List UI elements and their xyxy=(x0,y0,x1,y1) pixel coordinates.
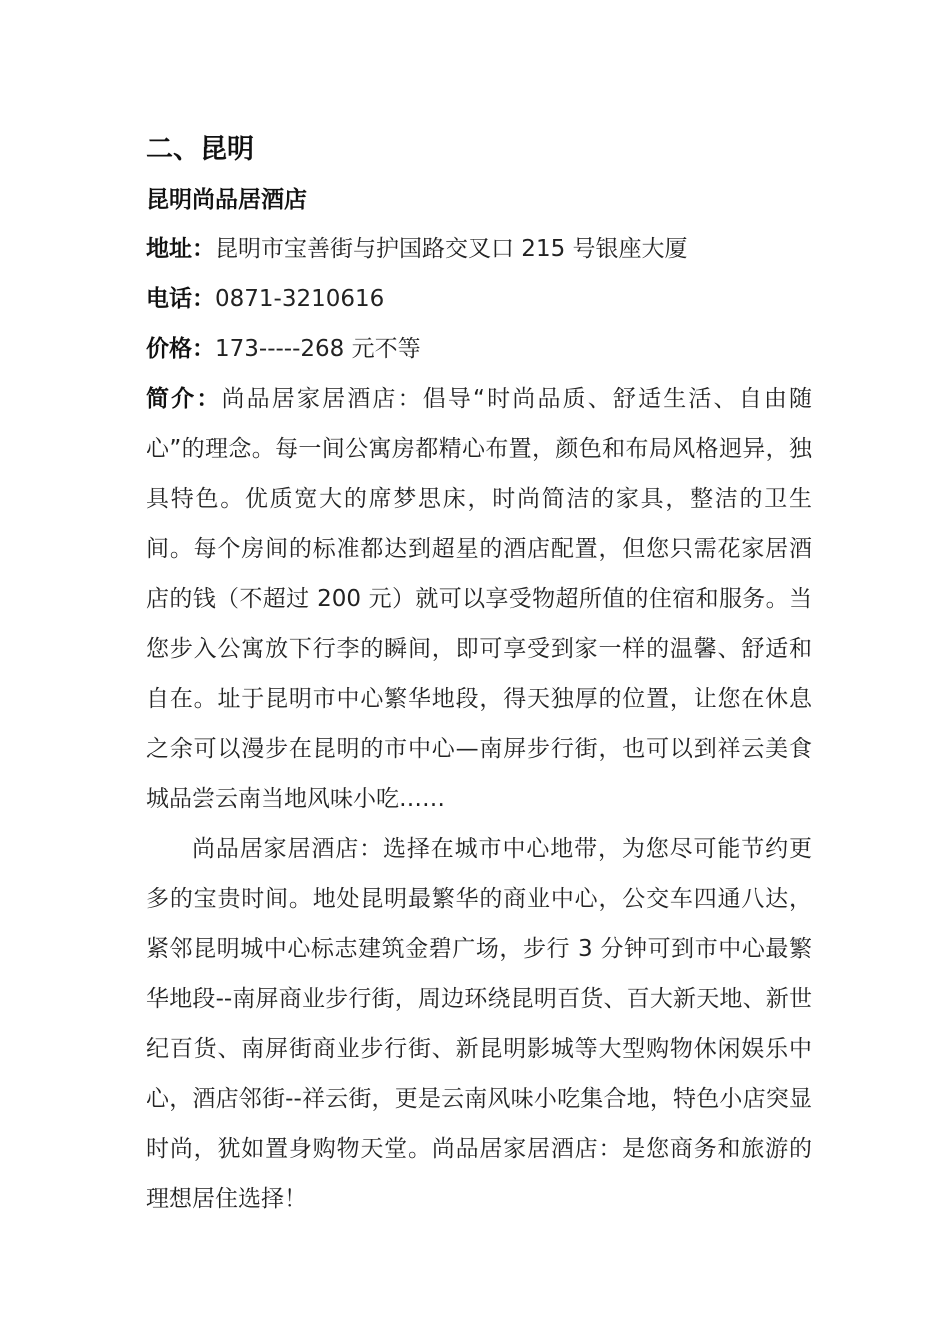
address-line xyxy=(146,224,812,274)
phone-line xyxy=(146,274,812,324)
section-title: 二、昆明 xyxy=(146,134,254,165)
document-page xyxy=(146,128,812,1224)
price-line xyxy=(146,324,812,374)
second-paragraph: 尚品居家居酒店：选择在城市中心地带，为您尽可能节约更多的宝贵时间。地处昆明最繁华的商业中心，公交车四通八达，紧邻昆明城中心标志建筑金碧广场，步行 3 分钟可到市中心最繁华地段--南屏商业步行街，周边环绕昆明百货、百大新天地、新世纪百货、南屏街商业步行街、新昆明影城等大型购物休闲娱乐中心，酒店邻街--祥云街，更是云南风味小吃集合地，特色小店突显时尚，犹如置身购物天堂。尚品居家居酒店：是您商务和旅游的理想居住选择！ xyxy=(146,836,812,1212)
price-value: 173-----268 元不等 xyxy=(215,336,421,362)
address-label: 地址： xyxy=(146,236,215,262)
hotel-name: 昆明尚品居酒店 xyxy=(146,187,307,213)
phone-value: 0871-3210616 xyxy=(215,286,385,312)
intro-label: 简介： xyxy=(146,386,222,412)
intro-paragraph xyxy=(146,374,812,824)
address-value: 昆明市宝善街与护国路交叉口 215 号银座大厦 xyxy=(215,236,688,262)
intro-text: 尚品居家居酒店：倡导“时尚品质、舒适生活、自由随心”的理念。每一间公寓房都精心布置，颜色和布局风格迥异，独具特色。优质宽大的席梦思床，时尚简洁的家具，整洁的卫生间。每个房间的标准都达到超星的酒店配置，但您只需花家居酒店的钱（不超过 200 元）就可以享受物超所值的住宿和服务。当您步入公寓放下行李的瞬间，即可享受到家一样的温馨、舒适和自在。址于昆明市中心繁华地段，得天独厚的位置，让您在休息之余可以漫步在昆明的市中心—南屏步行街，也可以到祥云美食城品尝云南当地风味小吃…… xyxy=(146,386,813,812)
phone-label: 电话： xyxy=(146,286,215,312)
price-label: 价格： xyxy=(146,336,215,362)
